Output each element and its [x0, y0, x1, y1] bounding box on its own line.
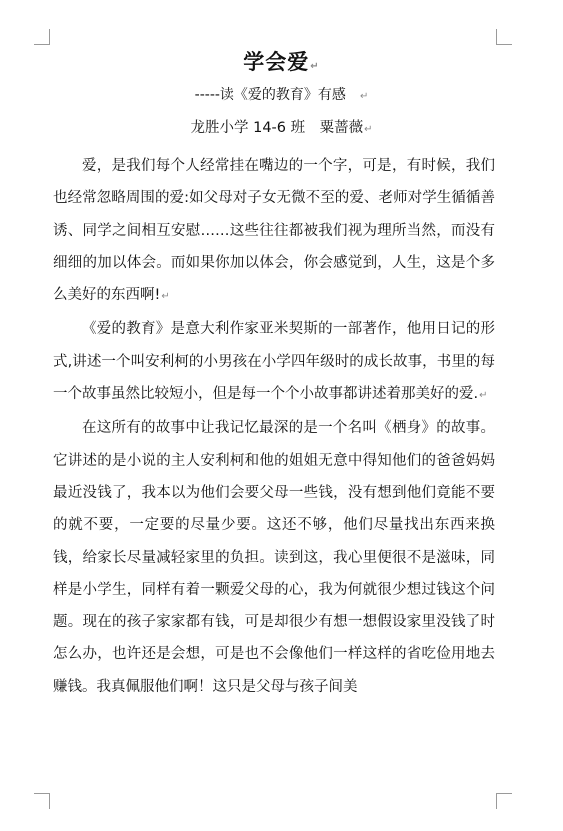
author-text[interactable]: 龙胜小学 14-6 班 粟蔷薇	[190, 120, 364, 136]
paragraph-mark-icon: ↵	[310, 61, 320, 72]
crop-mark-top-left	[34, 29, 50, 45]
subtitle-text[interactable]: -----读《爱的教育》有感	[194, 87, 346, 103]
paragraph[interactable]	[53, 313, 495, 412]
paragraph-text[interactable]: 在这所有的故事中让我记忆最深的是一个名叫《栖身》的故事。它讲述的是小说的主人安利柯和他的姐姐无意中得知他们的爸爸妈妈最近没钱了，我本以为他们会要父母一些钱，没有想到他们竟能不要的就不要，一定要的尽量少要。这还不够，他们尽量找出东西来换钱，给家长尽量减轻家里的负担。读到这，我心里便很不是滋味，同样是小学生，同样有着一颗爱父母的心，我为何就很少想过钱这个问题。现在的孩子家家都有钱，可是却很少有想一想假设家里没钱了时怎么办，也许还是会想，可是也不会像他们一样这样的省吃俭用地去赚钱。我真佩服他们啊！这只是父母与孩子间美	[53, 420, 495, 695]
paragraph-mark-icon: ↵	[364, 124, 373, 135]
document-subtitle[interactable]	[0, 85, 563, 107]
author-line[interactable]	[0, 117, 563, 141]
paragraph[interactable]	[53, 412, 495, 703]
title-text[interactable]: 学会爱	[243, 50, 310, 74]
crop-mark-top-right	[496, 29, 512, 45]
paragraph-mark-icon: ↵	[479, 390, 488, 402]
document-title[interactable]	[0, 48, 563, 81]
crop-mark-bottom-left	[34, 793, 50, 809]
paragraph-text[interactable]: 《爱的教育》是意大利作家亚米契斯的一部著作，他用日记的形式,讲述一个叫安利柯的小男孩在小学四年级时的成长故事，书里的每一个故事虽然比较短小，但是每一个个小故事都讲述着那美好的爱.	[53, 321, 495, 403]
paragraph-text[interactable]: 爱，是我们每个人经常挂在嘴边的一个字，可是，有时候，我们也经常忽略周围的爱:如父母对子女无微不至的爱、老师对学生循循善诱、同学之间相互安慰……这些往往都被我们视为理所当然，而没有细细的加以体会。而如果你加以体会，你会感觉到，人生，这是个多么美好的东西啊!	[53, 158, 495, 304]
document-body[interactable]	[53, 150, 495, 703]
paragraph-mark-icon: ↵	[359, 91, 369, 102]
paragraph-mark-icon: ↵	[161, 291, 170, 303]
crop-mark-bottom-right	[496, 793, 512, 809]
paragraph[interactable]	[53, 150, 495, 313]
